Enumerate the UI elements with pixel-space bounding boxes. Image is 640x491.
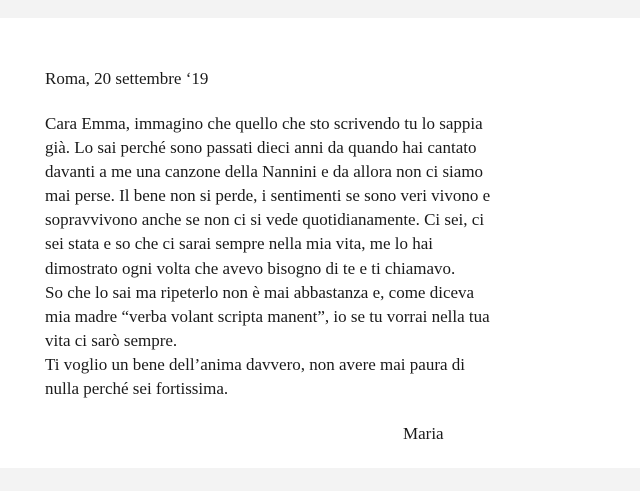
letter-page <box>0 18 640 468</box>
letter-body <box>45 112 615 401</box>
letter-signature: Maria <box>403 424 444 443</box>
letter-line: sopravvivono anche se non ci si vede quotidianamente. Ci sei, ci <box>45 210 485 230</box>
letter-line: sei stata e so che ci sarai sempre nella mia vita, me lo hai <box>45 234 434 254</box>
letter-line: dimostrato ogni volta che avevo bisogno di te e ti chiamavo. <box>45 258 456 278</box>
letter-line: nulla perché sei fortissima. <box>45 379 229 399</box>
letter-line: So che lo sai ma ripeterlo non è mai abbastanza e, come diceva <box>45 282 475 302</box>
letter-date: Roma, 20 settembre ‘19 <box>45 69 209 88</box>
letter-line: Cara Emma, immagino che quello che sto scrivendo tu lo sappia <box>45 114 483 133</box>
letter-line: vita ci sarò sempre. <box>45 330 178 350</box>
letter-line: Ti voglio un bene dell’anima davvero, non avere mai paura di <box>45 354 466 374</box>
letter-line: già. Lo sai perché sono passati dieci anni da quando hai cantato <box>45 138 477 158</box>
letter-line: davanti a me una canzone della Nannini e da allora non ci siamo <box>45 162 484 182</box>
letter-line: mia madre “verba volant scripta manent”, io se tu vorrai nella tua <box>45 306 490 326</box>
letter-line: mai perse. Il bene non si perde, i sentimenti se sono veri vivono e <box>45 186 491 206</box>
